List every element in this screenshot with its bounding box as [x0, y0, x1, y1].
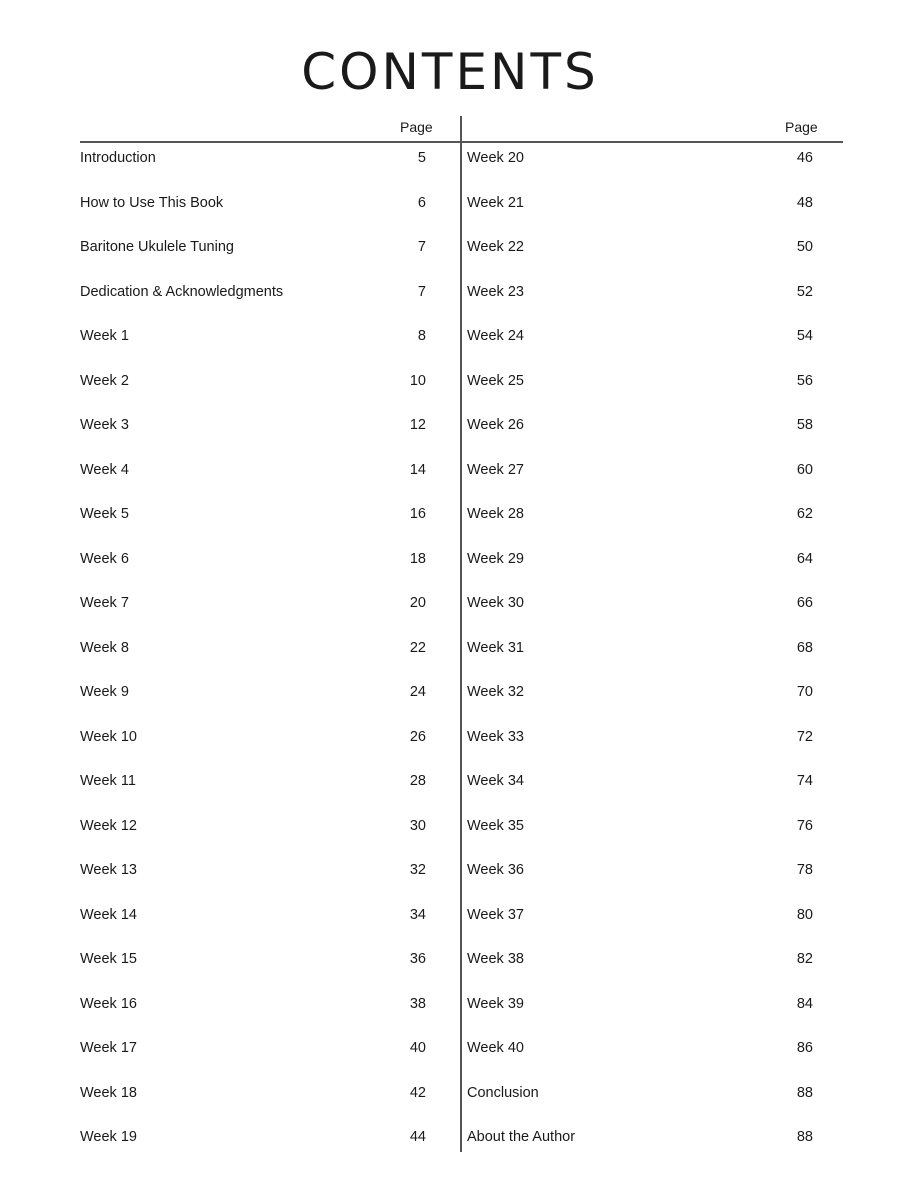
toc-entry-page: 16: [409, 506, 426, 522]
toc-entry: [80, 805, 426, 850]
toc-entry-label: Week 16: [80, 995, 137, 1012]
toc-entry: [467, 226, 813, 271]
column-divider: [460, 116, 462, 1152]
toc-entry-label: Week 8: [80, 639, 129, 656]
toc-entry-page: 74: [796, 773, 813, 789]
toc-entry-page: 24: [409, 684, 426, 700]
toc-entry: [467, 182, 813, 227]
toc-entry-label: Week 22: [467, 239, 524, 255]
toc-entry-page: 18: [409, 550, 426, 567]
toc-entry: [80, 716, 426, 761]
toc-entry-page: 72: [796, 728, 813, 745]
toc-entry: [467, 849, 813, 894]
toc-entry: [467, 315, 813, 360]
toc-entry: [80, 1072, 426, 1117]
toc-entry: [80, 760, 426, 805]
toc-entry-label: Introduction: [80, 150, 156, 166]
toc-entry: [80, 137, 426, 182]
toc-entry-page: 26: [409, 728, 426, 745]
toc-entry-page: 14: [409, 461, 426, 478]
toc-entry-page: 56: [796, 372, 813, 389]
toc-entry-label: Week 17: [80, 1040, 137, 1056]
toc-entry-page: 64: [796, 550, 813, 567]
toc-entry-page: 66: [796, 595, 813, 611]
toc-entry-label: Week 4: [80, 461, 129, 478]
toc-entry: [467, 894, 813, 939]
toc-entry-label: Week 26: [467, 417, 524, 433]
toc-entry-page: 68: [796, 639, 813, 656]
toc-entry-page: 28: [409, 773, 426, 789]
toc-entry: [80, 938, 426, 983]
toc-entry-label: Week 34: [467, 773, 524, 789]
toc-entry: [467, 271, 813, 316]
toc-entry: [80, 538, 426, 583]
toc-entry-page: 7: [417, 283, 426, 300]
toc-entry: [467, 760, 813, 805]
toc-entry: [467, 493, 813, 538]
toc-entry-label: Week 12: [80, 817, 137, 834]
toc-entry-page: 50: [796, 239, 813, 255]
toc-entry-page: 86: [796, 1040, 813, 1056]
toc-entry: [80, 360, 426, 405]
toc-entry: [467, 938, 813, 983]
toc-entry-page: 48: [796, 194, 813, 211]
toc-entry: [80, 582, 426, 627]
toc-entry: [467, 404, 813, 449]
toc-entry-label: Week 5: [80, 506, 129, 522]
toc-entry: [80, 627, 426, 672]
toc-entry-label: Week 10: [80, 728, 137, 745]
toc-entry: [467, 1027, 813, 1072]
toc-entry-page: 46: [796, 150, 813, 166]
toc-entry: [467, 805, 813, 850]
toc-entry-page: 6: [417, 194, 426, 211]
toc-entry: [80, 271, 426, 316]
toc-entry-label: Week 29: [467, 550, 524, 567]
toc-entry-page: 88: [796, 1129, 813, 1145]
toc-column-right: [467, 137, 813, 1161]
toc-entry-page: 60: [796, 461, 813, 478]
toc-entry-page: 40: [409, 1040, 426, 1056]
toc-entry: [80, 983, 426, 1028]
toc-entry-label: How to Use This Book: [80, 194, 224, 211]
toc-entry-label: Week 3: [80, 417, 129, 433]
page-title: CONTENTS: [301, 43, 599, 101]
toc-entry: [467, 983, 813, 1028]
toc-entry-page: 58: [796, 417, 813, 433]
toc-entry-label: Week 23: [467, 283, 524, 300]
toc-entry-label: Week 25: [467, 372, 524, 389]
toc-entry-label: Baritone Ukulele Tuning: [80, 239, 234, 255]
toc-entry: [467, 582, 813, 627]
toc-entry-label: Week 7: [80, 595, 129, 611]
toc-entry: [467, 716, 813, 761]
toc-entry-label: Week 31: [467, 639, 524, 656]
toc-entry-label: Week 15: [80, 951, 137, 967]
toc-entry-label: Week 1: [80, 328, 129, 344]
toc-entry: [467, 538, 813, 583]
toc-entry-label: Week 32: [467, 684, 524, 700]
toc-entry-label: Conclusion: [467, 1084, 539, 1101]
toc-entry-label: Week 6: [80, 550, 129, 567]
toc-entry: [467, 1116, 813, 1161]
toc-entry: [80, 182, 426, 227]
page-column-header-left: Page: [400, 119, 433, 135]
toc-entry-label: Week 33: [467, 728, 524, 745]
toc-entry-page: 32: [409, 862, 426, 878]
toc-entry-page: 34: [409, 906, 426, 923]
toc-entry-page: 54: [796, 328, 813, 344]
toc-entry: [80, 493, 426, 538]
toc-entry-page: 22: [409, 639, 426, 656]
toc-entry-label: Week 30: [467, 595, 524, 611]
toc-entry-page: 42: [409, 1084, 426, 1101]
toc-entry-label: Week 18: [80, 1084, 137, 1101]
toc-entry: [80, 671, 426, 716]
toc-entry-label: Week 24: [467, 328, 524, 344]
toc-entry-label: Week 35: [467, 817, 524, 834]
toc-entry-page: 30: [409, 817, 426, 834]
toc-entry-label: Week 40: [467, 1040, 524, 1056]
toc-entry-page: 76: [796, 817, 813, 834]
toc-entry: [80, 404, 426, 449]
toc-entry-label: Week 38: [467, 951, 524, 967]
toc-entry-page: 12: [409, 417, 426, 433]
toc-entry-label: About the Author: [467, 1129, 576, 1145]
page-column-header-right: Page: [785, 119, 818, 135]
toc-entry-page: 84: [796, 995, 813, 1012]
toc-entry: [80, 1116, 426, 1161]
toc-entry-label: Week 27: [467, 461, 524, 478]
toc-entry-page: 10: [409, 372, 426, 389]
toc-entry-label: Week 9: [80, 684, 129, 700]
toc-entry: [80, 315, 426, 360]
toc-entry: [80, 449, 426, 494]
toc-entry: [467, 627, 813, 672]
toc-entry-page: 20: [409, 595, 426, 611]
toc-entry-page: 82: [796, 951, 813, 967]
toc-entry-label: Week 21: [467, 194, 524, 211]
toc-entry-page: 7: [417, 239, 426, 255]
toc-entry-page: 8: [417, 328, 426, 344]
toc-entry: [467, 1072, 813, 1117]
toc-entry: [467, 449, 813, 494]
toc-entry-label: Week 11: [80, 773, 136, 789]
toc-entry: [467, 671, 813, 716]
toc-entry: [80, 226, 426, 271]
toc-entry: [467, 137, 813, 182]
toc-entry-page: 80: [796, 906, 813, 923]
toc-column-left: [80, 137, 426, 1161]
toc-entry-label: Week 39: [467, 995, 524, 1012]
toc-entry-label: Week 19: [80, 1129, 137, 1145]
toc-entry-page: 88: [796, 1084, 813, 1101]
toc-entry-page: 36: [409, 951, 426, 967]
toc-entry: [80, 1027, 426, 1072]
toc-entry-page: 78: [796, 862, 813, 878]
toc-entry-label: Week 13: [80, 862, 137, 878]
toc-entry-page: 44: [409, 1129, 426, 1145]
toc-entry-label: Week 36: [467, 862, 524, 878]
toc-entry-label: Week 2: [80, 372, 129, 389]
toc-entry-label: Week 28: [467, 506, 524, 522]
toc-entry: [80, 849, 426, 894]
toc-entry-label: Week 20: [467, 150, 524, 166]
toc-entry-page: 70: [796, 684, 813, 700]
toc-entry-label: Week 37: [467, 906, 524, 923]
toc-entry: [80, 894, 426, 939]
toc-entry-page: 5: [417, 150, 426, 166]
toc-entry-label: Week 14: [80, 906, 137, 923]
toc-entry-page: 52: [796, 283, 813, 300]
toc-entry: [467, 360, 813, 405]
toc-entry-page: 38: [409, 995, 426, 1012]
toc-entry-label: Dedication & Acknowledgments: [80, 283, 284, 300]
toc-entry-page: 62: [796, 506, 813, 522]
